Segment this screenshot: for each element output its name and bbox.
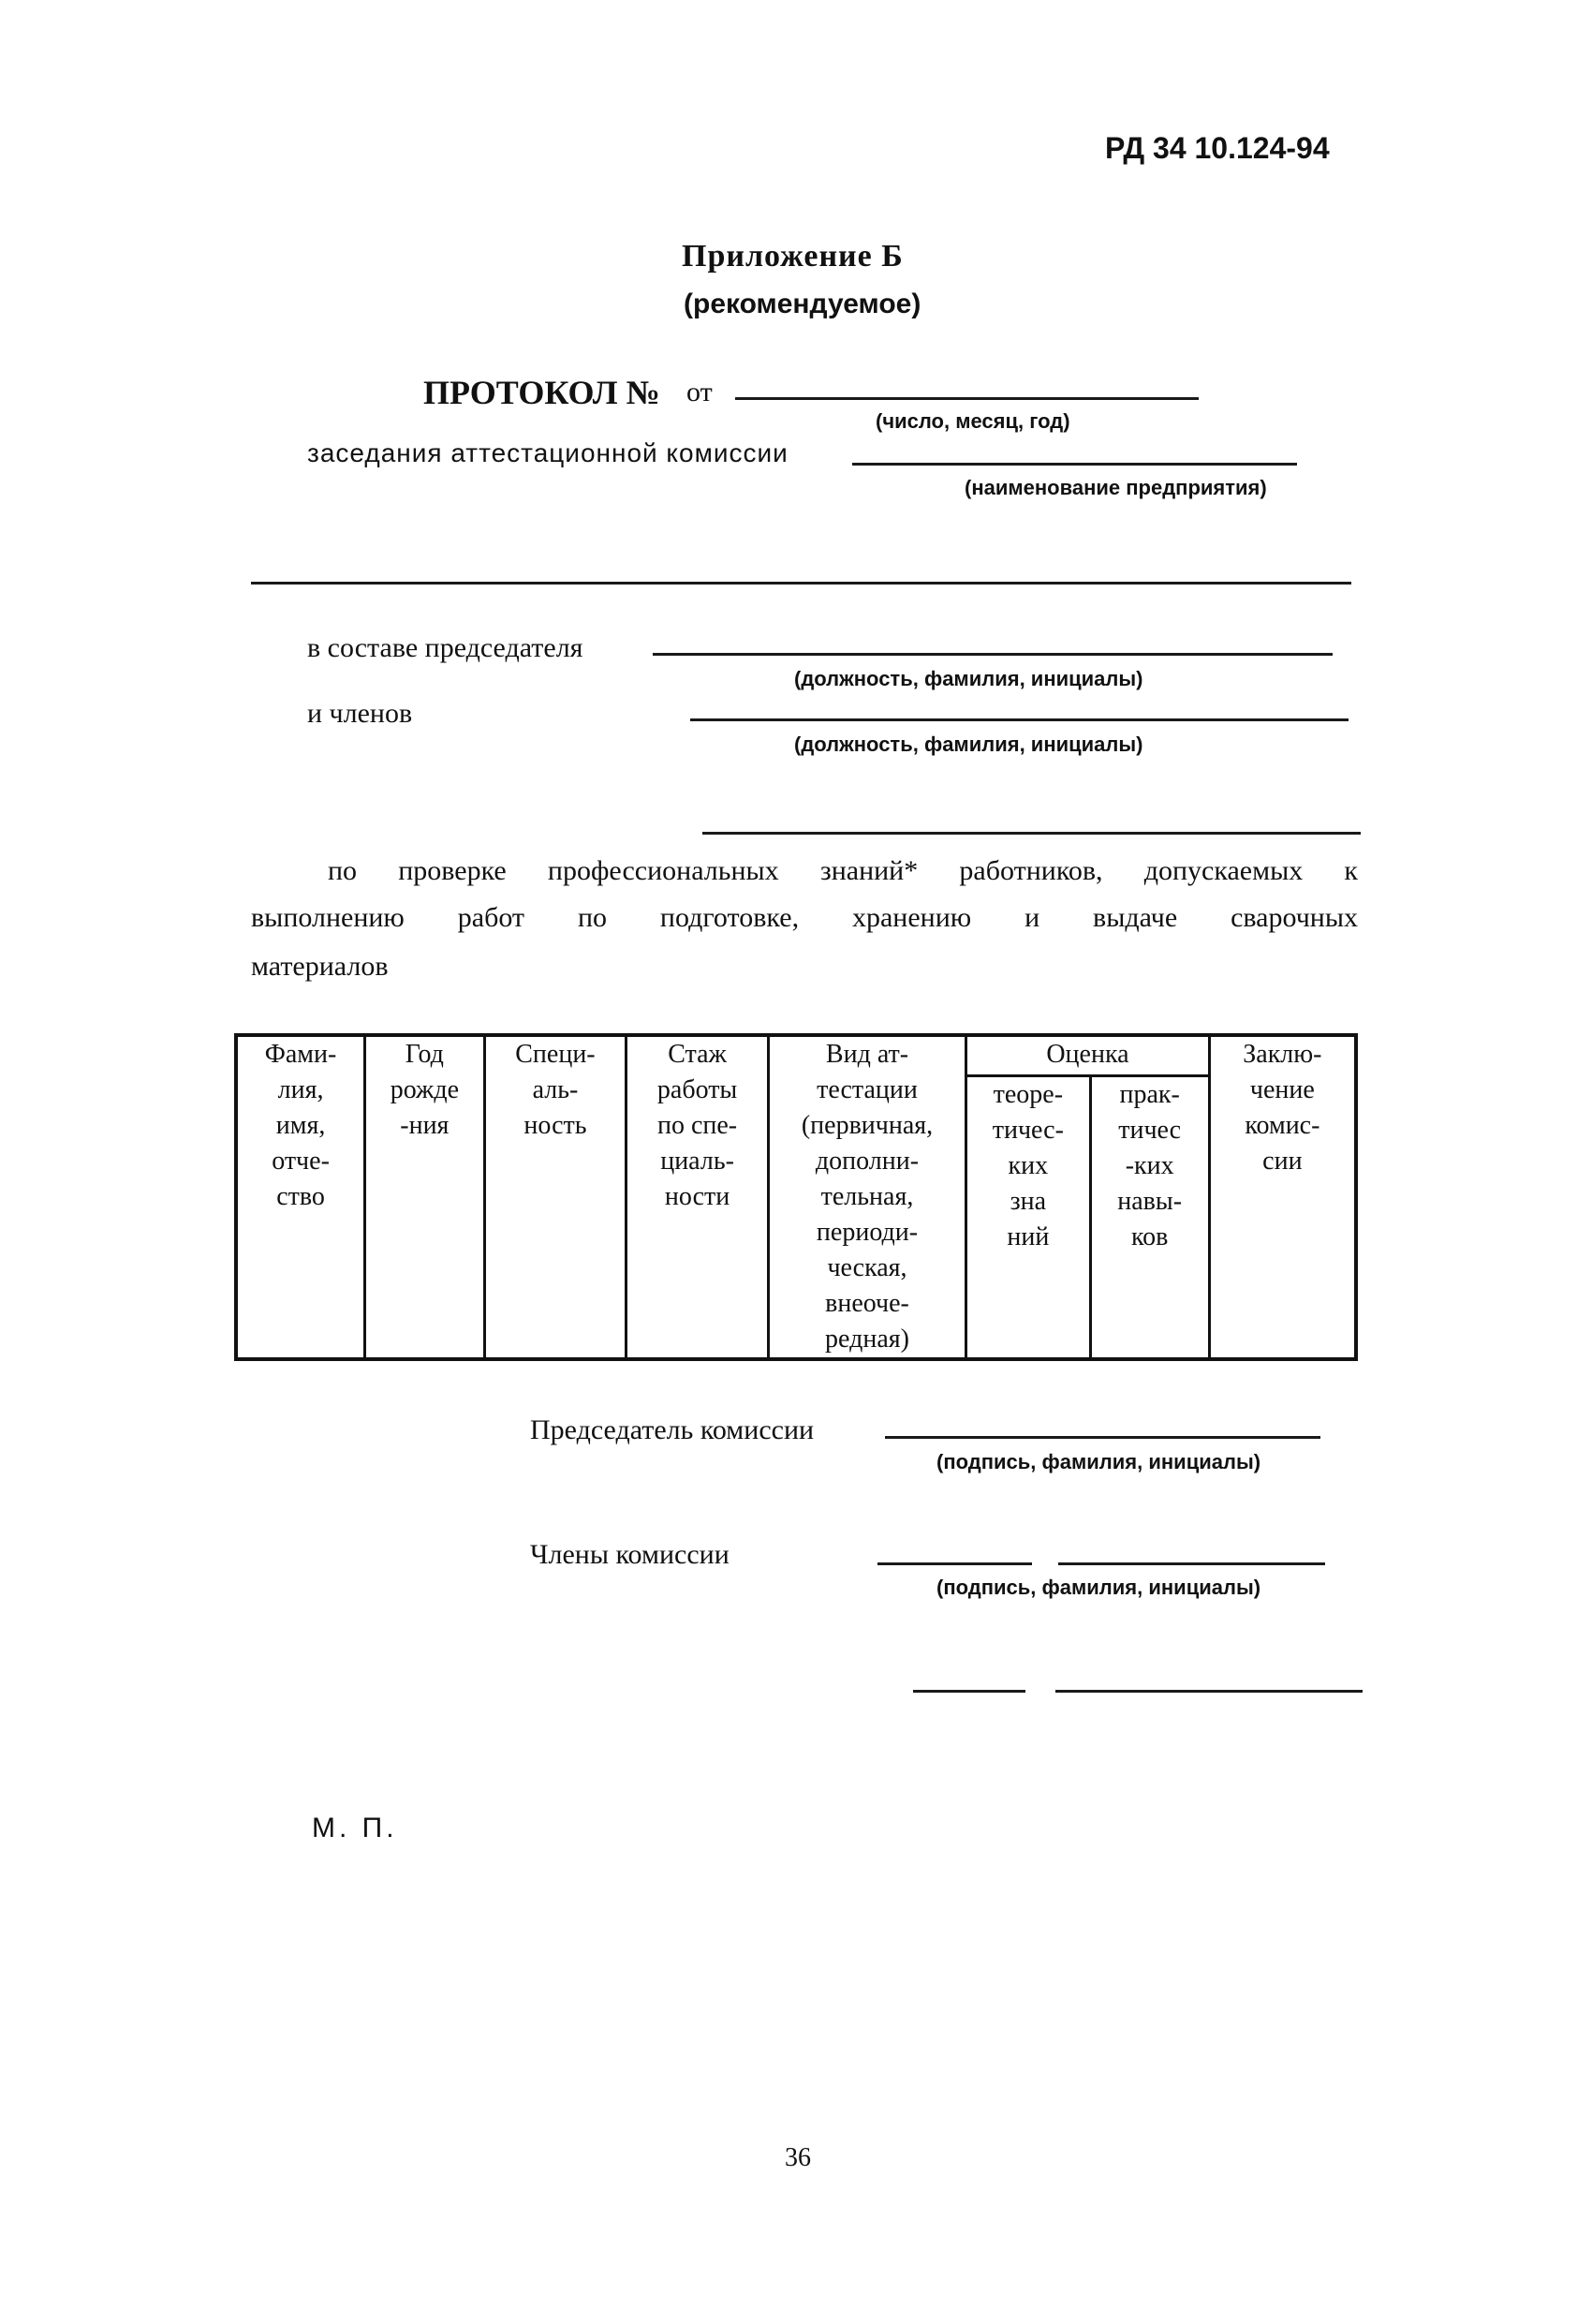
members-caption: (должность, фамилия, инициалы) (794, 733, 1143, 756)
members-field-line[interactable] (690, 718, 1349, 721)
attestation-table (234, 1033, 1358, 1361)
header-score-group: Оценка (966, 1035, 1210, 1076)
chairman-label: в составе председателя (307, 632, 583, 663)
header-practice: прак- тичес -ких навы- ков (1090, 1076, 1209, 1360)
header-birth-year: Год рожде -ния (365, 1035, 485, 1359)
purpose-line-2: выполнению работ по подготовке, хранению и выдаче сварочных (251, 902, 1358, 933)
enterprise-continuation-line[interactable] (251, 582, 1351, 585)
date-field-line[interactable] (735, 397, 1199, 400)
sign-members-signature-line[interactable] (877, 1562, 1032, 1565)
sign-members-name-line[interactable] (1058, 1562, 1325, 1565)
protocol-title: ПРОТОКОЛ № (423, 374, 660, 411)
sign-members-label: Члены комиссии (530, 1539, 730, 1570)
header-experience: Стаж работы по спе- циаль- ности (626, 1035, 769, 1359)
header-specialty: Специ- аль- ность (484, 1035, 626, 1359)
page-number: 36 (785, 2143, 811, 2172)
chairman-caption: (должность, фамилия, инициалы) (794, 667, 1143, 690)
stamp-label: М. П. (312, 1813, 398, 1843)
members-label: и членов (307, 698, 413, 729)
sign-chairman-field-line[interactable] (885, 1436, 1320, 1439)
document-code: РД 34 10.124-94 (1105, 131, 1330, 165)
purpose-line-3: материалов (251, 951, 389, 982)
members-continuation-line[interactable] (702, 832, 1361, 835)
header-conclusion: Заклю- чение комис- сии (1209, 1035, 1356, 1359)
purpose-line-1: по проверке профессиональных знаний* работников, допускаемых к (328, 855, 1358, 886)
chairman-field-line[interactable] (653, 653, 1333, 656)
header-theory: теоре- тичес- ких зна ний (966, 1076, 1090, 1360)
header-name: Фами- лия, имя, отче- ство (236, 1035, 365, 1359)
enterprise-field-line[interactable] (852, 463, 1297, 466)
sign-members-name-line-2[interactable] (1055, 1690, 1363, 1693)
enterprise-caption: (наименование предприятия) (965, 476, 1267, 499)
sign-members-signature-line-2[interactable] (913, 1690, 1025, 1693)
sign-chairman-label: Председатель комиссии (530, 1414, 815, 1445)
appendix-title: Приложение Б (682, 239, 904, 274)
protocol-from: от (686, 377, 713, 407)
header-attestation-type: Вид ат- тестации (первичная, дополни- тельная, периоди- ческая, внеоче- редная) (768, 1035, 966, 1359)
meeting-label: заседания аттестационной комиссии (307, 438, 789, 467)
sign-members-caption: (подпись, фамилия, инициалы) (936, 1576, 1261, 1599)
date-caption: (число, месяц, год) (876, 409, 1070, 433)
appendix-subtitle: (рекомендуемое) (684, 289, 921, 319)
sign-chairman-caption: (подпись, фамилия, инициалы) (936, 1450, 1261, 1473)
